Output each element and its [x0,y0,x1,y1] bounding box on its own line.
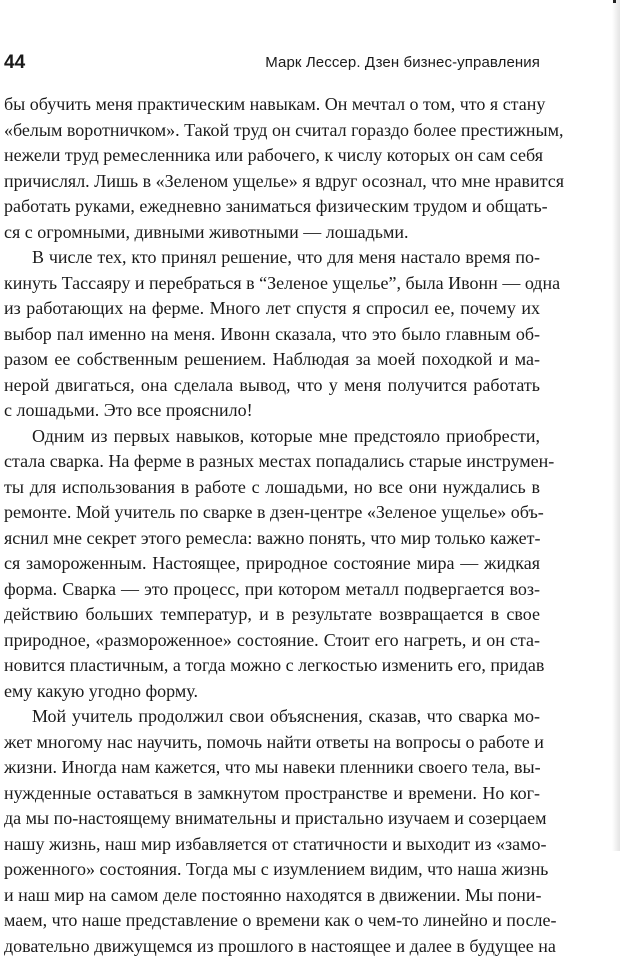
text-line: Одним из первых навыков, которые мне предстояло приобрести, [4,424,540,450]
text-line: бы обучить меня практическим навыкам. Он мечтал о том, что я стану [4,92,540,118]
text-line: ремонте. Мой учитель по сварке в дзен-центре «Зеленое ущелье» объ- [4,500,540,526]
text-line: нужденные оставаться в замкнутом пространстве и времени. Но ког- [4,781,540,807]
text-line: форма. Сварка — это процесс, при котором металл подвергается воз- [4,577,540,603]
text-line: причислял. Лишь в «Зеленом ущелье» я вдруг осознал, что мне нравится [4,169,540,195]
text-line: нежели труд ремесленника или рабочего, к числу которых он сам себя [4,143,540,169]
text-line: природное, «размороженное» состояние. Стоит его нагреть, и он ста- [4,628,540,654]
text-line: нашу жизнь, наш мир избавляется от статичности и выходит из «замо- [4,832,540,858]
text-line: «белым воротничком». Такой труд он считал гораздо более престижным, [4,118,540,144]
text-line: действию больших температур, и в результате возвращается в свое [4,602,540,628]
book-title: Марк Лессер. Дзен бизнес-управления [265,51,540,75]
text-line: нерой двигаться, она сделала вывод, что у меня получится работать [4,373,540,399]
text-line: выбор пал именно на меня. Ивонн сказала, что это было главным об- [4,322,540,348]
text-line: ся с огромными, дивными животными — лошадьми. [4,220,540,246]
text-line: Мой учитель продолжил свои объяснения, сказав, что сварка мо- [4,704,540,730]
text-line: работать руками, ежедневно заниматься физическим трудом и общать- [4,194,540,220]
text-line: кинуть Тассаяру и перебраться в “Зеленое ущелье”, была Ивонн — одна [4,271,540,297]
text-line: жет многому нас научить, помочь найти ответы на вопросы о работе и [4,730,540,756]
page-corner-mark [613,0,616,3]
running-header [4,51,540,75]
text-line: стала сварка. На ферме в разных местах попадались старые инструмен- [4,449,540,475]
text-line: новится пластичным, а тогда можно с легкостью изменить его, придав [4,653,540,679]
page-number: 44 [4,51,25,75]
text-line: да мы по-настоящему внимательны и пристально изучаем и созерцаем [4,806,540,832]
text-line: с лошадьми. Это все прояснило! [4,398,540,424]
text-line: жизни. Иногда нам кажется, что мы навеки пленники своего тела, вы- [4,755,540,781]
text-line: и наш мир на самом деле постоянно находятся в движении. Мы пони- [4,883,540,909]
text-line: В числе тех, кто принял решение, что для меня настало время по- [4,245,540,271]
body-text [4,92,540,959]
text-line: ты для использования в работе с лошадьми, но все они нуждались в [4,475,540,501]
text-line: ему какую угодно форму. [4,679,540,705]
text-line: из работающих на ферме. Много лет спустя я спросил ее, почему их [4,296,540,322]
text-line: довательно движущемся из прошлого в настоящее и далее в будущее на [4,934,540,959]
text-line: роженного» состояния. Тогда мы с изумлением видим, что наша жизнь [4,857,540,883]
text-line: яснил мне секрет этого ремесла: важно понять, что мир только кажет- [4,526,540,552]
text-line: ся замороженным. Настоящее, природное состояние мира — жидкая [4,551,540,577]
text-line: маем, что наше представление о времени как о чем-то линейно и после- [4,908,540,934]
text-line: разом ее собственным решением. Наблюдая за моей походкой и ма- [4,347,540,373]
page-edge-shadow [612,0,620,851]
